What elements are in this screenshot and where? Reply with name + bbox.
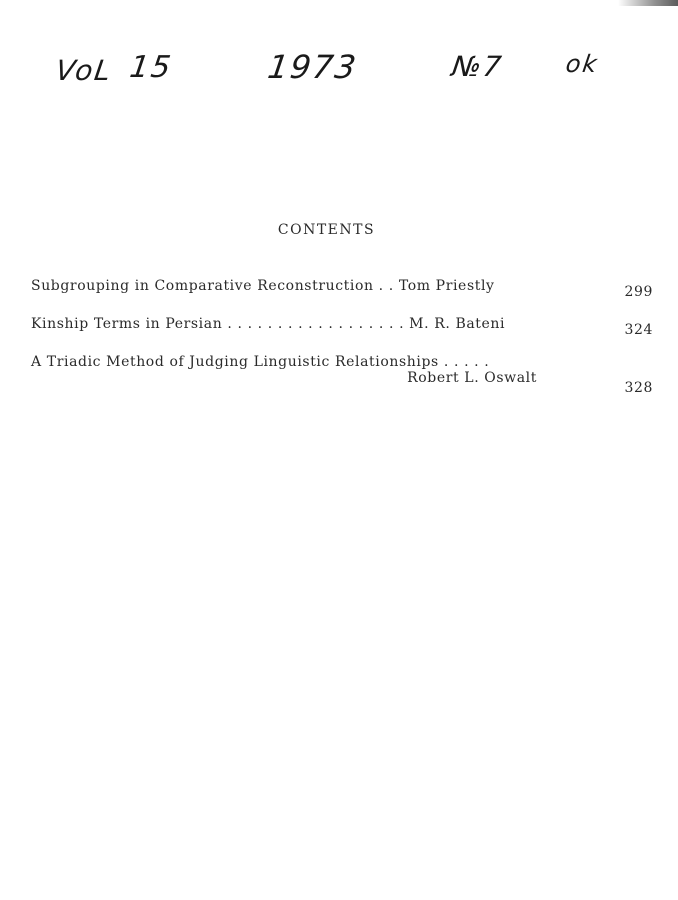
toc-entry-title: Subgrouping in Comparative Reconstruction . . Tom Priestly [31,278,495,294]
handwritten-issue-number: №7 [449,50,506,83]
toc-entry-page: 328 [624,380,653,396]
contents-heading: CONTENTS [277,222,376,238]
handwritten-volume-number: 15 [127,50,175,85]
toc-entry-author: Robert L. Oswalt [407,370,537,386]
toc-entry-page: 324 [624,322,653,338]
scan-edge-shadow [618,0,678,6]
toc-entry-title: Kinship Terms in Persian . . . . . . . . . . . . . . . . . . M. R. Bateni [31,316,506,332]
handwritten-vol: VoL [53,54,115,87]
toc-entry-page: 299 [624,284,653,300]
toc-entry [31,316,656,338]
toc-entry-title: A Triadic Method of Judging Linguistic Relationships . . . . . [31,354,490,370]
toc-entry [31,354,656,396]
handwritten-check-mark: ok [564,50,601,78]
toc-entry [31,278,656,300]
handwritten-year: 1973 [265,48,361,86]
